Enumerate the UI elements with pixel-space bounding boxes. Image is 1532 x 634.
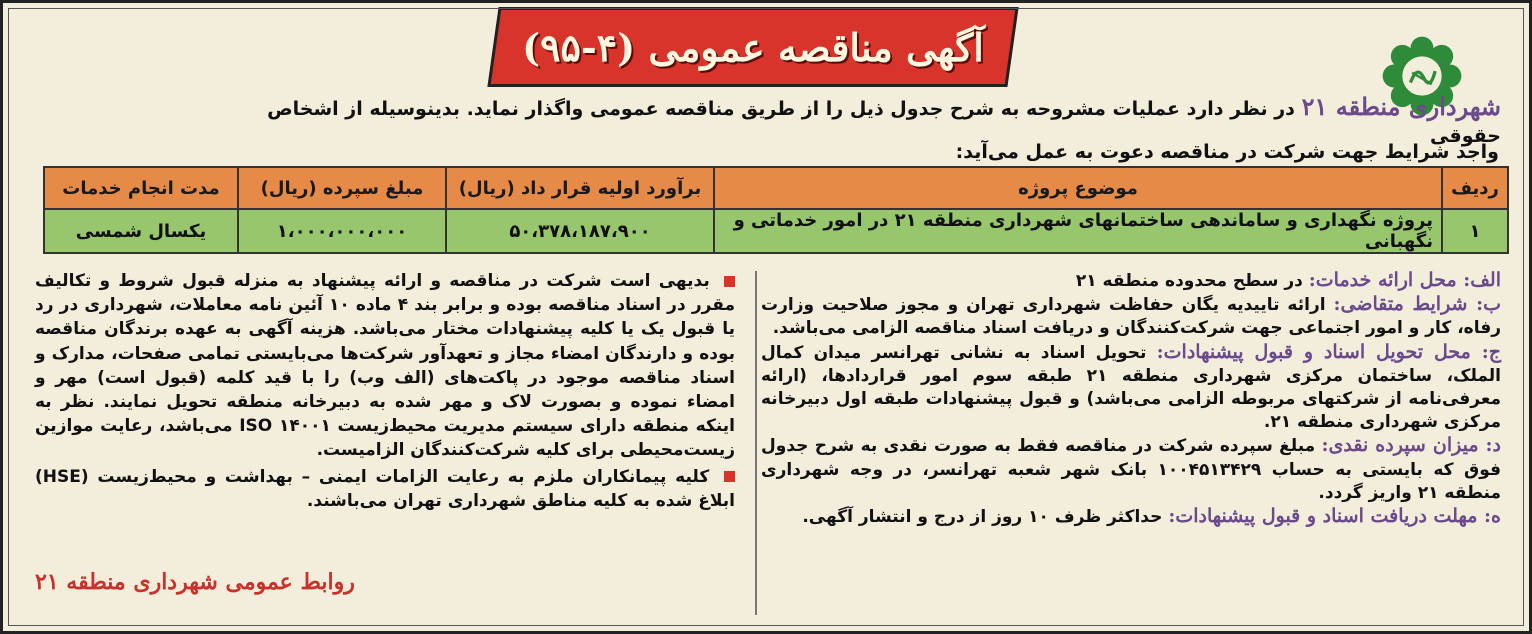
section-e-label: ه: مهلت دریافت اسناد و قبول پیشنهادات: <box>1168 505 1501 528</box>
section-c-label: ج: محل تحویل اسناد و قبول پیشنهادات: <box>1156 340 1502 363</box>
cell-estimate: ۵۰،۳۷۸،۱۸۷،۹۰۰ <box>446 209 714 253</box>
section-d-label: د: میزان سپرده نقدی: <box>1321 434 1501 457</box>
header-estimate: برآورد اولیه قرار داد (ریال) <box>446 167 714 209</box>
cell-subject: پروژه نگهداری و ساماندهی ساختمانهای شهرداری منطقه ۲۱ در امور خدماتی و نگهبانی <box>714 209 1442 253</box>
section-a-label: الف: محل ارائه خدمات: <box>1308 269 1501 291</box>
section-d <box>761 434 1501 505</box>
section-e <box>761 505 1501 529</box>
note-text-1: بدیهی است شرکت در مناقصه و ارائه پیشنهاد به منزله قبول شروط و تکالیف مقرر در اسناد مناقصه بوده و برابر بند ۴ ماده ۱۰ آئین نامه معاملات، شهرداری در رد یا قبول یک یا کلیه پیشنهادات مختار می‌باشد. هزینه آگهی به عهده برندگان مناقصه بوده و دارندگان امضاء مجاز و تعهدآور شرکت‌ها می‌بایستی تمامی صفحات، مدارک و اسناد مناقصه موجود در پاکت‌های (الف وب) را با قید کلمه (قبول است) مهر و امضاء نموده و بصورت لاک و مهر شده به دبیرخانه منطقه تحویل نمایند. نظر به اینکه منطقه دارای سیستم مدیریت محیط‌زیست ISO ۱۴۰۰۱ می‌باشد، رعایت موازین زیست‌محیطی برای کلیه شرکت‌کنندگان الزامیست. <box>35 271 735 461</box>
section-c-text: تحویل اسناد به نشانی تهرانسر میدان کمال الملک، ساختمان مرکزی شهرداری منطقه ۲۱ طبقه سوم امور قراردادها، (ارائه معرفی‌نامه از شرکتهای مربوطه الزامی می‌باشد) و قبول پیشنهادات طبقه اول دبیرخانه مرکزی شهرداری منطقه ۲۱. <box>761 342 1501 433</box>
cell-deposit: ۱،۰۰۰،۰۰۰،۰۰۰ <box>238 209 446 253</box>
note-item <box>35 269 735 463</box>
intro-text-1: در نظر دارد عملیات مشروحه به شرح جدول ذیل را از طریق مناقصه عمومی واگذار نماید. بدینوسیله از اشخاص حقوقی <box>267 98 1501 147</box>
cell-row-number: ۱ <box>1442 209 1508 253</box>
bullet-square-icon <box>724 471 735 482</box>
note-text-2: کلیه پیمانکاران ملزم به رعایت الزامات ایمنی – بهداشت و محیط‌زیست (HSE) ابلاغ شده به کلیه مناطق شهرداری تهران می‌باشند. <box>35 466 735 511</box>
bullet-square-icon <box>724 276 735 287</box>
section-b <box>761 293 1501 340</box>
note-item <box>35 465 735 513</box>
table-header-row <box>44 167 1508 209</box>
section-c <box>761 341 1501 435</box>
section-a-text: در سطح محدوده منطقه ۲۱ <box>1075 271 1303 291</box>
column-divider <box>755 271 757 615</box>
notes-column <box>35 269 735 515</box>
section-a <box>761 269 1501 293</box>
organization-name: شهرداری منطقه ۲۱ <box>1301 92 1501 121</box>
section-b-text: ارائه تاییدیه یگان حفاظت شهرداری تهران و مجوز صلاحیت وزارت رفاه، کار و امور اجتماعی جهت شرکت‌کنندگان و دریافت اسناد مناقصه الزامی می‌باشد. <box>761 295 1501 339</box>
conditions-column <box>761 269 1501 529</box>
header-duration: مدت انجام خدمات <box>44 167 238 209</box>
intro-line-2: واجد شرایط جهت شرکت در مناقصه دعوت به عمل می‌آید: <box>955 141 1499 163</box>
header-row-number: ردیف <box>1442 167 1508 209</box>
table-row <box>44 209 1508 253</box>
public-relations-footer: روابط عمومی شهرداری منطقه ۲۱ <box>35 569 355 595</box>
section-e-text: حداکثر ظرف ۱۰ روز از درج و انتشار آگهی. <box>802 507 1163 528</box>
header-deposit: مبلغ سپرده (ریال) <box>238 167 446 209</box>
tender-table <box>43 166 1509 254</box>
header-subject: موضوع پروژه <box>714 167 1442 209</box>
section-b-label: ب: شرایط متقاضی: <box>1333 293 1502 316</box>
headline: آگهی مناقصه عمومی (۴-۹۵) <box>522 24 984 70</box>
section-d-text: مبلغ سپرده شرکت در مناقصه فقط به صورت نقدی به شرح جدول فوق که بایستی به حساب ۱۰۰۴۵۱۳۴۲۹ بانک شهر شعبه تهرانسر، در وجه شهرداری منطقه ۲۱ واریز گردد. <box>761 436 1501 503</box>
cell-duration: یکسال شمسی <box>44 209 238 253</box>
